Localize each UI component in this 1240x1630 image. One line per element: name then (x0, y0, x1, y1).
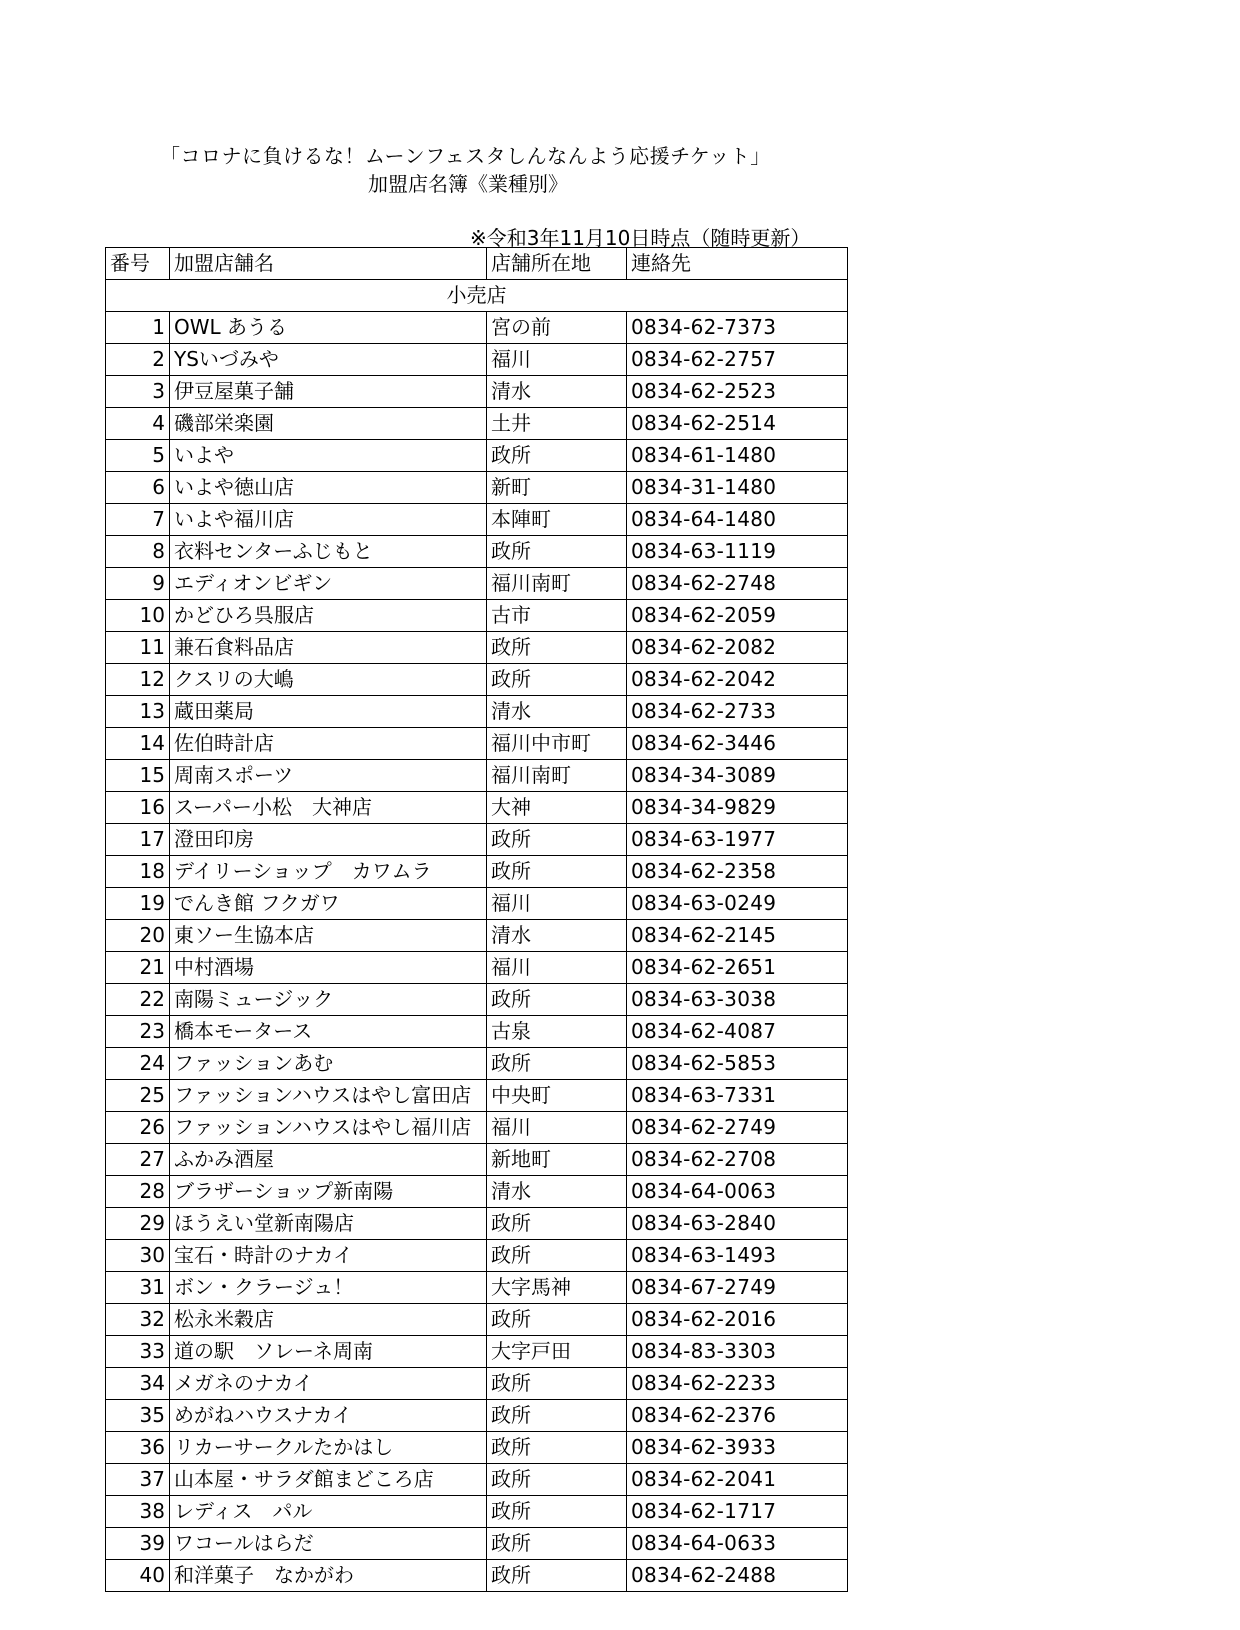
table-row (106, 1016, 848, 1048)
row-location: 政所 (487, 664, 627, 696)
table-row (106, 312, 848, 344)
row-location: 政所 (487, 1528, 627, 1560)
table-row (106, 1208, 848, 1240)
row-number: 10 (106, 600, 170, 632)
row-contact: 0834-64-1480 (627, 504, 848, 536)
table-row (106, 1176, 848, 1208)
row-store-name: 道の駅 ソレーネ周南 (170, 1336, 487, 1368)
row-number: 24 (106, 1048, 170, 1080)
row-store-name: いよや (170, 440, 487, 472)
row-location: 中央町 (487, 1080, 627, 1112)
row-location: 福川南町 (487, 568, 627, 600)
row-store-name: ファッションハウスはやし富田店 (170, 1080, 487, 1112)
row-location: 大神 (487, 792, 627, 824)
row-contact: 0834-63-7331 (627, 1080, 848, 1112)
row-store-name: デイリーショップ カワムラ (170, 856, 487, 888)
row-number: 21 (106, 952, 170, 984)
row-number: 31 (106, 1272, 170, 1304)
row-location: 政所 (487, 1048, 627, 1080)
table-row (106, 1368, 848, 1400)
row-store-name: 東ソー生協本店 (170, 920, 487, 952)
table-row (106, 952, 848, 984)
row-store-name: でんき館 フクガワ (170, 888, 487, 920)
row-location: 政所 (487, 440, 627, 472)
row-number: 37 (106, 1464, 170, 1496)
row-contact: 0834-62-2145 (627, 920, 848, 952)
row-store-name: 兼石食料品店 (170, 632, 487, 664)
row-contact: 0834-63-1977 (627, 824, 848, 856)
row-contact: 0834-62-2757 (627, 344, 848, 376)
table-row (106, 1144, 848, 1176)
row-store-name: 佐伯時計店 (170, 728, 487, 760)
row-location: 政所 (487, 1560, 627, 1592)
table-row (106, 1304, 848, 1336)
row-contact: 0834-62-7373 (627, 312, 848, 344)
row-store-name: 和洋菓子 なかがわ (170, 1560, 487, 1592)
table-row (106, 984, 848, 1016)
row-location: 福川 (487, 344, 627, 376)
row-contact: 0834-62-2514 (627, 408, 848, 440)
row-number: 28 (106, 1176, 170, 1208)
row-store-name: 宝石・時計のナカイ (170, 1240, 487, 1272)
row-number: 5 (106, 440, 170, 472)
row-contact: 0834-62-2749 (627, 1112, 848, 1144)
table-row (106, 1240, 848, 1272)
table-row (106, 1464, 848, 1496)
table-row (106, 1528, 848, 1560)
table-row (106, 408, 848, 440)
row-contact: 0834-62-2059 (627, 600, 848, 632)
row-store-name: リカーサークルたかはし (170, 1432, 487, 1464)
row-number: 8 (106, 536, 170, 568)
table-row (106, 792, 848, 824)
table-header-row (106, 248, 848, 280)
row-location: 大字戸田 (487, 1336, 627, 1368)
row-location: 宮の前 (487, 312, 627, 344)
row-store-name: エディオンビギン (170, 568, 487, 600)
row-number: 7 (106, 504, 170, 536)
row-store-name: 周南スポーツ (170, 760, 487, 792)
table-row (106, 728, 848, 760)
row-location: 福川 (487, 952, 627, 984)
row-store-name: 蔵田薬局 (170, 696, 487, 728)
row-number: 22 (106, 984, 170, 1016)
row-number: 16 (106, 792, 170, 824)
table-row (106, 472, 848, 504)
row-contact: 0834-63-1493 (627, 1240, 848, 1272)
row-contact: 0834-62-2748 (627, 568, 848, 600)
row-contact: 0834-62-2082 (627, 632, 848, 664)
row-contact: 0834-34-9829 (627, 792, 848, 824)
row-contact: 0834-62-3446 (627, 728, 848, 760)
header-location: 店舗所在地 (487, 248, 627, 280)
table-row (106, 1112, 848, 1144)
row-number: 26 (106, 1112, 170, 1144)
row-contact: 0834-63-2840 (627, 1208, 848, 1240)
row-number: 9 (106, 568, 170, 600)
row-store-name: メガネのナカイ (170, 1368, 487, 1400)
row-number: 13 (106, 696, 170, 728)
table-row (106, 1560, 848, 1592)
row-location: 政所 (487, 1432, 627, 1464)
row-number: 34 (106, 1368, 170, 1400)
table-row (106, 1496, 848, 1528)
row-contact: 0834-62-4087 (627, 1016, 848, 1048)
document-subtitle: 加盟店名簿《業種別》 (368, 172, 568, 196)
table-row (106, 920, 848, 952)
row-contact: 0834-34-3089 (627, 760, 848, 792)
table-row (106, 344, 848, 376)
row-location: 政所 (487, 1400, 627, 1432)
row-location: 古市 (487, 600, 627, 632)
row-contact: 0834-63-1119 (627, 536, 848, 568)
table-row (106, 440, 848, 472)
row-location: 土井 (487, 408, 627, 440)
row-location: 政所 (487, 856, 627, 888)
row-contact: 0834-62-2042 (627, 664, 848, 696)
row-number: 35 (106, 1400, 170, 1432)
row-contact: 0834-62-5853 (627, 1048, 848, 1080)
row-contact: 0834-62-2733 (627, 696, 848, 728)
table-row (106, 568, 848, 600)
row-location: 政所 (487, 632, 627, 664)
row-store-name: レディス パル (170, 1496, 487, 1528)
row-number: 27 (106, 1144, 170, 1176)
row-store-name: 澄田印房 (170, 824, 487, 856)
row-number: 39 (106, 1528, 170, 1560)
row-location: 政所 (487, 1496, 627, 1528)
row-store-name: YSいづみや (170, 344, 487, 376)
row-number: 1 (106, 312, 170, 344)
row-contact: 0834-62-2233 (627, 1368, 848, 1400)
table-row (106, 856, 848, 888)
row-store-name: ボン・クラージュ！ (170, 1272, 487, 1304)
row-number: 15 (106, 760, 170, 792)
row-location: 新町 (487, 472, 627, 504)
row-store-name: ほうえい堂新南陽店 (170, 1208, 487, 1240)
row-contact: 0834-62-2523 (627, 376, 848, 408)
header-number: 番号 (106, 248, 170, 280)
row-number: 20 (106, 920, 170, 952)
row-contact: 0834-31-1480 (627, 472, 848, 504)
row-store-name: かどひろ呉服店 (170, 600, 487, 632)
row-contact: 0834-62-2016 (627, 1304, 848, 1336)
row-number: 29 (106, 1208, 170, 1240)
row-location: 福川 (487, 1112, 627, 1144)
row-location: 清水 (487, 376, 627, 408)
row-location: 政所 (487, 824, 627, 856)
row-contact: 0834-64-0633 (627, 1528, 848, 1560)
member-store-table (105, 247, 848, 1592)
row-number: 2 (106, 344, 170, 376)
row-contact: 0834-63-3038 (627, 984, 848, 1016)
row-contact: 0834-67-2749 (627, 1272, 848, 1304)
row-contact: 0834-62-2488 (627, 1560, 848, 1592)
row-store-name: 松永米穀店 (170, 1304, 487, 1336)
row-number: 33 (106, 1336, 170, 1368)
row-contact: 0834-62-3933 (627, 1432, 848, 1464)
row-contact: 0834-63-0249 (627, 888, 848, 920)
row-location: 福川中市町 (487, 728, 627, 760)
table-row (106, 760, 848, 792)
section-label: 小売店 (106, 280, 848, 312)
row-store-name: スーパー小松 大神店 (170, 792, 487, 824)
row-contact: 0834-62-2651 (627, 952, 848, 984)
table-row (106, 1336, 848, 1368)
row-contact: 0834-61-1480 (627, 440, 848, 472)
row-store-name: いよや福川店 (170, 504, 487, 536)
row-number: 19 (106, 888, 170, 920)
row-location: 清水 (487, 920, 627, 952)
row-location: 福川 (487, 888, 627, 920)
table-row (106, 1400, 848, 1432)
row-location: 大字馬神 (487, 1272, 627, 1304)
table-row (106, 536, 848, 568)
row-store-name: 山本屋・サラダ館まどころ店 (170, 1464, 487, 1496)
row-number: 40 (106, 1560, 170, 1592)
row-number: 6 (106, 472, 170, 504)
row-store-name: 衣料センターふじもと (170, 536, 487, 568)
row-store-name: OWL あうる (170, 312, 487, 344)
section-row (106, 280, 848, 312)
row-contact: 0834-62-2376 (627, 1400, 848, 1432)
row-number: 38 (106, 1496, 170, 1528)
row-contact: 0834-83-3303 (627, 1336, 848, 1368)
row-location: 政所 (487, 1208, 627, 1240)
row-location: 政所 (487, 1304, 627, 1336)
table-row (106, 376, 848, 408)
header-contact: 連絡先 (627, 248, 848, 280)
row-store-name: いよや徳山店 (170, 472, 487, 504)
row-number: 32 (106, 1304, 170, 1336)
row-location: 政所 (487, 984, 627, 1016)
row-location: 政所 (487, 1240, 627, 1272)
table-row (106, 824, 848, 856)
row-number: 17 (106, 824, 170, 856)
row-contact: 0834-62-2041 (627, 1464, 848, 1496)
table-row (106, 664, 848, 696)
row-number: 14 (106, 728, 170, 760)
row-number: 12 (106, 664, 170, 696)
row-store-name: めがねハウスナカイ (170, 1400, 487, 1432)
row-number: 3 (106, 376, 170, 408)
row-number: 18 (106, 856, 170, 888)
row-number: 11 (106, 632, 170, 664)
document-title: 「コロナに負けるな！ムーンフェスタしんなんよう応援チケット」 (160, 144, 771, 168)
row-location: 政所 (487, 1464, 627, 1496)
row-number: 25 (106, 1080, 170, 1112)
row-contact: 0834-62-2708 (627, 1144, 848, 1176)
row-location: 本陣町 (487, 504, 627, 536)
table-row (106, 1432, 848, 1464)
row-contact: 0834-62-2358 (627, 856, 848, 888)
table-row (106, 504, 848, 536)
row-number: 23 (106, 1016, 170, 1048)
table-row (106, 696, 848, 728)
row-store-name: 磯部栄楽園 (170, 408, 487, 440)
row-store-name: 伊豆屋菓子舗 (170, 376, 487, 408)
row-store-name: クスリの大嶋 (170, 664, 487, 696)
row-contact: 0834-64-0063 (627, 1176, 848, 1208)
table-row (106, 888, 848, 920)
table-row (106, 1048, 848, 1080)
row-store-name: ファッションあむ (170, 1048, 487, 1080)
row-location: 政所 (487, 1368, 627, 1400)
date-note: ※令和3年11月10日時点（随時更新） (470, 226, 811, 250)
row-location: 清水 (487, 696, 627, 728)
header-store-name: 加盟店舗名 (170, 248, 487, 280)
table-row (106, 600, 848, 632)
row-store-name: ワコールはらだ (170, 1528, 487, 1560)
row-contact: 0834-62-1717 (627, 1496, 848, 1528)
row-number: 36 (106, 1432, 170, 1464)
row-location: 清水 (487, 1176, 627, 1208)
row-number: 30 (106, 1240, 170, 1272)
row-number: 4 (106, 408, 170, 440)
table-row (106, 1272, 848, 1304)
table-row (106, 632, 848, 664)
row-store-name: ブラザーショップ新南陽 (170, 1176, 487, 1208)
row-store-name: ファッションハウスはやし福川店 (170, 1112, 487, 1144)
row-location: 福川南町 (487, 760, 627, 792)
row-store-name: 南陽ミュージック (170, 984, 487, 1016)
row-store-name: ふかみ酒屋 (170, 1144, 487, 1176)
row-store-name: 橋本モータース (170, 1016, 487, 1048)
row-location: 政所 (487, 536, 627, 568)
row-location: 古泉 (487, 1016, 627, 1048)
row-location: 新地町 (487, 1144, 627, 1176)
table-row (106, 1080, 848, 1112)
row-store-name: 中村酒場 (170, 952, 487, 984)
